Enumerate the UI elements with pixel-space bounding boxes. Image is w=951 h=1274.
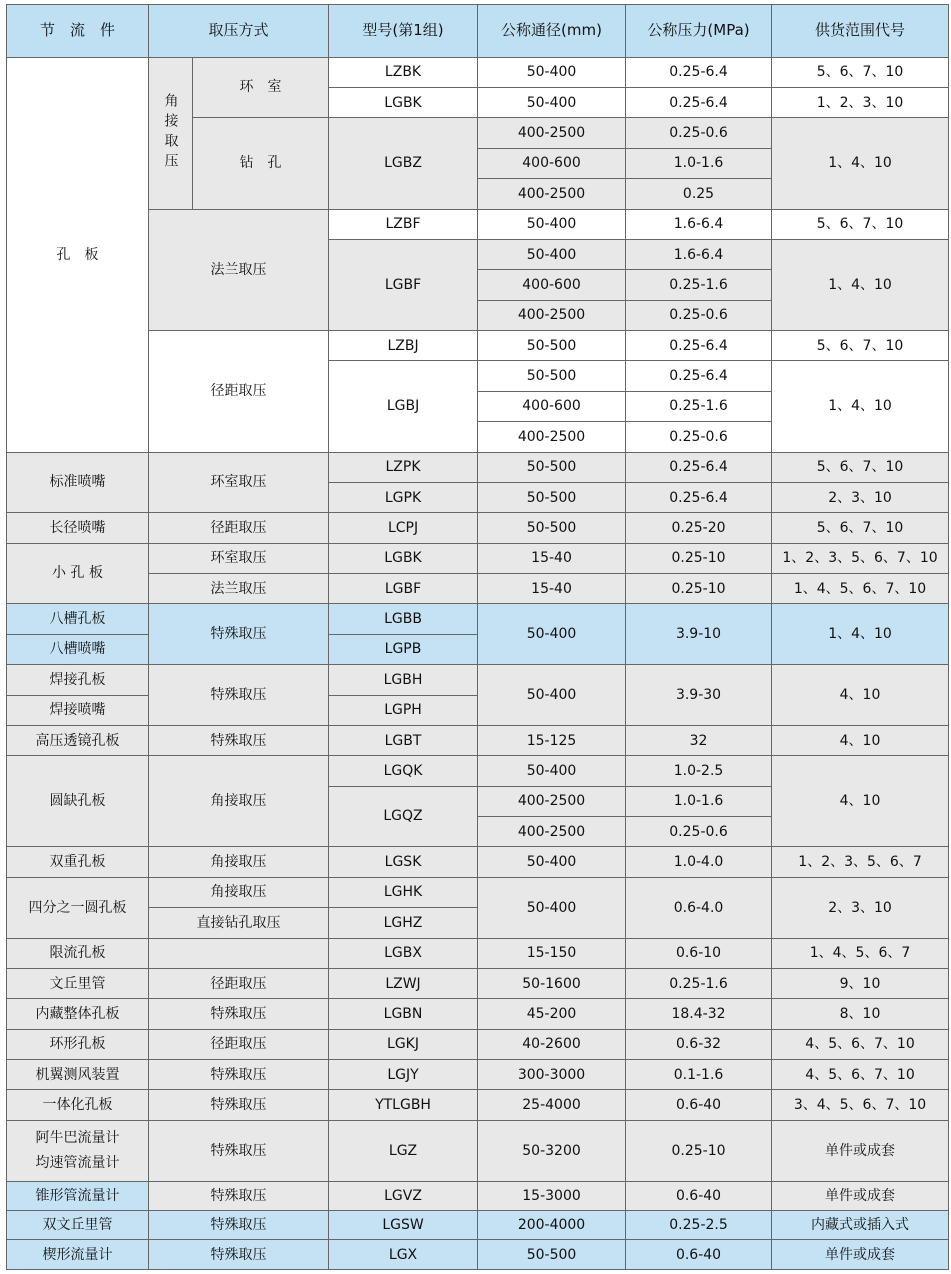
dn-cell: 400-600 [478, 148, 626, 178]
dn-cell: 15-3000 [478, 1181, 626, 1210]
scope-cell: 1、2、3、10 [772, 88, 949, 118]
scope-cell: 1、2、3、5、6、7、10 [772, 543, 949, 573]
method-cell: 特殊取压 [149, 665, 329, 726]
model-cell: LGBT [329, 725, 478, 755]
model-cell: LGBN [329, 999, 478, 1029]
table-row [7, 1240, 949, 1270]
model-cell: LGPK [329, 482, 478, 512]
scope-cell: 8、10 [772, 999, 949, 1029]
pn-cell: 0.6-32 [626, 1029, 772, 1059]
scope-cell: 1、4、10 [772, 118, 949, 209]
scope-cell: 1、4、5、6、7、10 [772, 574, 949, 604]
pn-cell: 1.0-2.5 [626, 756, 772, 786]
scope-cell: 1、2、3、5、6、7 [772, 847, 949, 877]
scope-cell: 单件或成套 [772, 1181, 949, 1210]
pn-cell: 0.6-4.0 [626, 877, 772, 938]
model-cell: LGBB [329, 604, 478, 634]
scope-cell: 单件或成套 [772, 1240, 949, 1270]
table-row [7, 331, 949, 361]
scope-cell: 4、10 [772, 725, 949, 755]
pn-cell: 0.25-0.6 [626, 118, 772, 148]
scope-cell: 5、6、7、10 [772, 513, 949, 543]
method-cell: 钻 孔 [193, 118, 329, 209]
pn-cell: 1.6-6.4 [626, 209, 772, 239]
model-cell: LZPK [329, 452, 478, 482]
table-row [7, 1120, 949, 1150]
dn-cell: 400-2500 [478, 179, 626, 209]
header-element: 节 流 件 [7, 5, 149, 58]
scope-cell: 1、4、10 [772, 361, 949, 452]
dn-cell: 50-500 [478, 482, 626, 512]
scope-cell: 1、4、10 [772, 239, 949, 330]
element-cell: 文丘里管 [7, 968, 149, 998]
pn-cell: 0.25-6.4 [626, 88, 772, 118]
pn-cell: 0.25-10 [626, 574, 772, 604]
model-cell: LGQK [329, 756, 478, 786]
table-row [7, 209, 949, 239]
table-row [7, 877, 949, 907]
scope-cell: 9、10 [772, 968, 949, 998]
pn-cell: 0.1-1.6 [626, 1060, 772, 1090]
dn-cell: 50-400 [478, 239, 626, 269]
element-cell: 内藏整体孔板 [7, 999, 149, 1029]
scope-cell: 4、10 [772, 756, 949, 847]
method-cell: 特殊取压 [149, 604, 329, 665]
pn-cell: 0.25-10 [626, 1120, 772, 1181]
dn-cell: 40-2600 [478, 1029, 626, 1059]
element-cell: 限流孔板 [7, 938, 149, 968]
scope-cell: 单件或成套 [772, 1120, 949, 1181]
model-cell: LGPH [329, 695, 478, 725]
dn-cell: 400-2500 [478, 786, 626, 816]
model-cell: LZBF [329, 209, 478, 239]
model-cell: LGX [329, 1240, 478, 1270]
element-cell: 一体化孔板 [7, 1090, 149, 1120]
table-row [7, 1181, 949, 1210]
pn-cell: 3.9-30 [626, 665, 772, 726]
scope-cell: 内藏式或插入式 [772, 1210, 949, 1239]
dn-cell: 45-200 [478, 999, 626, 1029]
model-cell: LGBF [329, 574, 478, 604]
method-cell: 特殊取压 [149, 1120, 329, 1181]
element-cell: 长径喷嘴 [7, 513, 149, 543]
model-cell: LGBJ [329, 361, 478, 452]
method-cell: 特殊取压 [149, 725, 329, 755]
model-cell: LGVZ [329, 1181, 478, 1210]
pn-cell: 0.25-6.4 [626, 361, 772, 391]
header-model: 型号(第1组) [329, 5, 478, 58]
model-cell: LZBK [329, 57, 478, 87]
element-cell: 高压透镜孔板 [7, 725, 149, 755]
element-cell: 楔形流量计 [7, 1240, 149, 1270]
pn-cell: 0.25-6.4 [626, 57, 772, 87]
model-cell: LGBH [329, 665, 478, 695]
element-line: 阿牛巴流量计 [35, 1130, 120, 1147]
method-cell: 角接取压 [149, 847, 329, 877]
model-cell: LZWJ [329, 968, 478, 998]
method-cell: 环 室 [193, 57, 329, 118]
method-cell: 角接取压 [149, 877, 329, 907]
model-cell: LGHZ [329, 908, 478, 938]
pn-cell: 0.25-10 [626, 543, 772, 573]
element-cell: 孔 板 [7, 57, 149, 452]
model-cell: LGBZ [329, 118, 478, 209]
element-cell: 标准喷嘴 [7, 452, 149, 513]
table-row [7, 604, 949, 634]
pn-cell: 0.25-0.6 [626, 817, 772, 847]
dn-cell: 50-3200 [478, 1120, 626, 1181]
method-cell: 径距取压 [149, 1029, 329, 1059]
scope-cell: 5、6、7、10 [772, 57, 949, 87]
scope-cell: 2、3、10 [772, 482, 949, 512]
scope-cell: 4、10 [772, 665, 949, 726]
model-cell: LGBF [329, 239, 478, 330]
pn-cell: 0.25-6.4 [626, 482, 772, 512]
table-row [7, 665, 949, 695]
method-cell: 特殊取压 [149, 1090, 329, 1120]
dn-cell: 200-4000 [478, 1210, 626, 1239]
table-row [7, 1090, 949, 1120]
dn-cell: 25-4000 [478, 1090, 626, 1120]
table-row [7, 57, 949, 87]
pn-cell: 0.6-40 [626, 1181, 772, 1210]
table-row [7, 968, 949, 998]
model-cell: LGSK [329, 847, 478, 877]
pn-cell: 3.9-10 [626, 604, 772, 665]
pn-cell: 0.25-2.5 [626, 1210, 772, 1239]
dn-cell: 50-500 [478, 513, 626, 543]
scope-cell: 5、6、7、10 [772, 452, 949, 482]
model-cell: LGBK [329, 88, 478, 118]
model-cell: LGZ [329, 1120, 478, 1181]
model-cell: LCPJ [329, 513, 478, 543]
method-cell: 角接取压 [149, 756, 329, 847]
product-spec-table [6, 4, 949, 1270]
pn-cell: 18.4-32 [626, 999, 772, 1029]
header-method: 取压方式 [149, 5, 329, 58]
dn-cell: 50-400 [478, 88, 626, 118]
dn-cell: 400-2500 [478, 118, 626, 148]
pn-cell: 1.0-1.6 [626, 786, 772, 816]
element-cell: 八槽喷嘴 [7, 634, 149, 664]
pn-cell: 0.25-0.6 [626, 422, 772, 452]
scope-cell: 4、5、6、7、10 [772, 1029, 949, 1059]
table-row [7, 1060, 949, 1090]
element-cell: 八槽孔板 [7, 604, 149, 634]
scope-cell: 4、5、6、7、10 [772, 1060, 949, 1090]
pn-cell: 0.25-1.6 [626, 968, 772, 998]
dn-cell: 50-1600 [478, 968, 626, 998]
dn-cell: 400-2500 [478, 817, 626, 847]
dn-cell: 50-500 [478, 361, 626, 391]
element-cell: 焊接孔板 [7, 665, 149, 695]
pn-cell: 0.6-10 [626, 938, 772, 968]
table-row [7, 1029, 949, 1059]
method-cell: 法兰取压 [149, 209, 329, 331]
element-cell: 双重孔板 [7, 847, 149, 877]
table-row [7, 725, 949, 755]
element-cell: 四分之一圆孔板 [7, 877, 149, 938]
model-cell: LZBJ [329, 331, 478, 361]
scope-cell: 2、3、10 [772, 877, 949, 938]
dn-cell: 50-400 [478, 665, 626, 726]
model-cell: LGQZ [329, 786, 478, 847]
method-cell: 特殊取压 [149, 1210, 329, 1239]
model-cell: LGSW [329, 1210, 478, 1239]
dn-cell: 300-3000 [478, 1060, 626, 1090]
dn-cell: 50-400 [478, 209, 626, 239]
method-cell: 特殊取压 [149, 1240, 329, 1270]
element-cell [7, 1120, 149, 1181]
model-cell: LGBK [329, 543, 478, 573]
dn-cell: 50-500 [478, 331, 626, 361]
element-cell: 环形孔板 [7, 1029, 149, 1059]
table-row [7, 938, 949, 968]
scope-cell: 1、4、5、6、7 [772, 938, 949, 968]
pn-cell: 1.6-6.4 [626, 239, 772, 269]
pn-cell: 0.25-0.6 [626, 300, 772, 330]
method-cell: 径距取压 [149, 331, 329, 453]
method-cell: 特殊取压 [149, 1060, 329, 1090]
pn-cell: 0.25-20 [626, 513, 772, 543]
scope-cell: 1、4、10 [772, 604, 949, 665]
scope-cell: 3、4、5、6、7、10 [772, 1090, 949, 1120]
dn-cell: 15-125 [478, 725, 626, 755]
dn-cell: 50-400 [478, 847, 626, 877]
table-row [7, 574, 949, 604]
model-cell: LGPB [329, 634, 478, 664]
method-cell: 环室取压 [149, 452, 329, 513]
dn-cell: 50-400 [478, 57, 626, 87]
element-cell: 小 孔 板 [7, 543, 149, 604]
table-row [7, 452, 949, 482]
table-row [7, 999, 949, 1029]
scope-cell: 5、6、7、10 [772, 331, 949, 361]
dn-cell: 400-2500 [478, 300, 626, 330]
model-cell: LGHK [329, 877, 478, 907]
pn-cell: 0.6-40 [626, 1090, 772, 1120]
element-cell: 双文丘里管 [7, 1210, 149, 1239]
element-cell: 焊接喷嘴 [7, 695, 149, 725]
dn-cell: 50-400 [478, 756, 626, 786]
dn-cell: 15-40 [478, 574, 626, 604]
method-cell: 特殊取压 [149, 1181, 329, 1210]
dn-cell: 50-400 [478, 877, 626, 938]
header-pn: 公称压力(MPa) [626, 5, 772, 58]
pn-cell: 0.25-6.4 [626, 331, 772, 361]
header-row [7, 5, 949, 58]
table-row [7, 513, 949, 543]
pn-cell: 0.25-1.6 [626, 391, 772, 421]
dn-cell: 50-500 [478, 1240, 626, 1270]
model-cell: LGBX [329, 938, 478, 968]
model-cell: LGKJ [329, 1029, 478, 1059]
header-scope: 供货范围代号 [772, 5, 949, 58]
scope-cell: 5、6、7、10 [772, 209, 949, 239]
method-cell: 径距取压 [149, 513, 329, 543]
table-row [7, 756, 949, 786]
method-cell: 法兰取压 [149, 574, 329, 604]
pn-cell: 0.6-40 [626, 1240, 772, 1270]
model-cell: LGJY [329, 1060, 478, 1090]
method-cell [149, 938, 329, 968]
dn-cell: 400-600 [478, 270, 626, 300]
header-dn: 公称通径(mm) [478, 5, 626, 58]
method-cell: 径距取压 [149, 968, 329, 998]
pn-cell: 0.25-6.4 [626, 452, 772, 482]
dn-cell: 400-600 [478, 391, 626, 421]
element-cell: 锥形管流量计 [7, 1181, 149, 1210]
dn-cell: 50-400 [478, 604, 626, 665]
pn-cell: 0.25 [626, 179, 772, 209]
method-cell: 环室取压 [149, 543, 329, 573]
table-row [7, 543, 949, 573]
pn-cell: 1.0-4.0 [626, 847, 772, 877]
element-line: 均速管流量计 [35, 1155, 120, 1172]
method-cell: 特殊取压 [149, 999, 329, 1029]
pn-cell: 1.0-1.6 [626, 148, 772, 178]
dn-cell: 15-150 [478, 938, 626, 968]
element-cell: 圆缺孔板 [7, 756, 149, 847]
table-row [7, 847, 949, 877]
table-row [7, 1210, 949, 1239]
method-group-cell: 角接取压 [149, 57, 193, 209]
pn-cell: 32 [626, 725, 772, 755]
dn-cell: 15-40 [478, 543, 626, 573]
model-cell: YTLGBH [329, 1090, 478, 1120]
dn-cell: 50-500 [478, 452, 626, 482]
method-cell: 直接钻孔取压 [149, 908, 329, 938]
pn-cell: 0.25-1.6 [626, 270, 772, 300]
element-cell: 机翼测风装置 [7, 1060, 149, 1090]
dn-cell: 400-2500 [478, 422, 626, 452]
